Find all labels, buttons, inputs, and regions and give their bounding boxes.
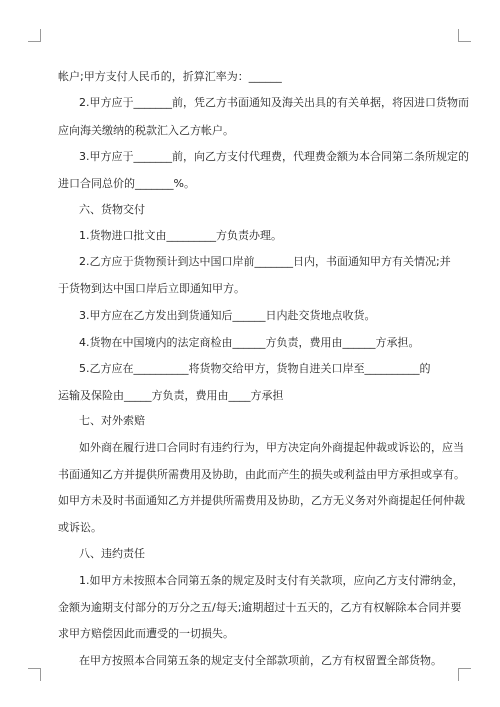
crop-mark-bottom-right: [458, 668, 471, 681]
text-line: 5.乙方应在__________将货物交给甲方，货物自进关口岸至__________的: [79, 362, 431, 375]
text-line: 求甲方赔偿因此而遭受的一切损失。: [58, 627, 234, 640]
text-line: 或诉讼。: [58, 521, 102, 534]
text-line: 于货物到达中国口岸后立即通知甲方。: [58, 282, 245, 295]
text-line: 运输及保险由_____方负责，费用由____方承担: [58, 389, 284, 402]
text-line: 3.甲方应于_______前，向乙方支付代理费，代理费金额为本合同第二条所规定的: [79, 150, 469, 163]
text-line: 如甲方未及时书面通知乙方并提供所需费用及协助，乙方无义务对外商提起任何仲裁: [58, 494, 465, 507]
text-line: 4.货物在中国境内的法定商检由______方负责，费用由______方承担。: [79, 336, 420, 349]
text-line: 帐户;甲方支付人民币的，折算汇率为：______: [58, 70, 282, 83]
text-line: 进口合同总价的_______%。: [58, 177, 195, 190]
text-line: 如外商在履行进口合同时有违约行为，甲方决定向外商提起仲裁或诉讼的，应当: [79, 441, 464, 454]
text-line: 1.货物进口批文由_________方负责办理。: [79, 229, 282, 242]
text-line: 金额为逾期支付部分的万分之五/每天;逾期超过十五天的，乙方有权解除本合同并要: [58, 601, 462, 614]
text-line: 1.如甲方未按照本合同第五条的规定及时支付有关款项，应向乙方支付滞纳金，: [79, 574, 464, 587]
crop-mark-top-right: [458, 29, 471, 42]
text-line: 在甲方按照本合同第五条的规定支付全部款项前，乙方有权留置全部货物。: [79, 654, 442, 667]
crop-mark-top-left: [28, 29, 41, 42]
section-heading: 八、违约责任: [79, 547, 145, 560]
section-heading: 七、对外索赔: [79, 414, 145, 427]
section-heading: 六、货物交付: [79, 203, 145, 216]
text-line: 2.甲方应于_______前，凭乙方书面通知及海关出具的有关单据，将因进口货物而: [79, 96, 469, 109]
text-line: 应向海关缴纳的税款汇入乙方帐户。: [58, 124, 234, 137]
text-line: 书面通知乙方并提供所需费用及协助，由此而产生的损失或利益由甲方承担或享有。: [58, 468, 465, 481]
crop-mark-bottom-left: [28, 668, 41, 681]
text-line: 2.乙方应于货物预计到达中国口岸前_______日内，书面通知甲方有关情况;并: [79, 255, 451, 268]
text-line: 3.甲方应在乙方发出到货通知后______日内赴交货地点收货。: [79, 309, 376, 322]
